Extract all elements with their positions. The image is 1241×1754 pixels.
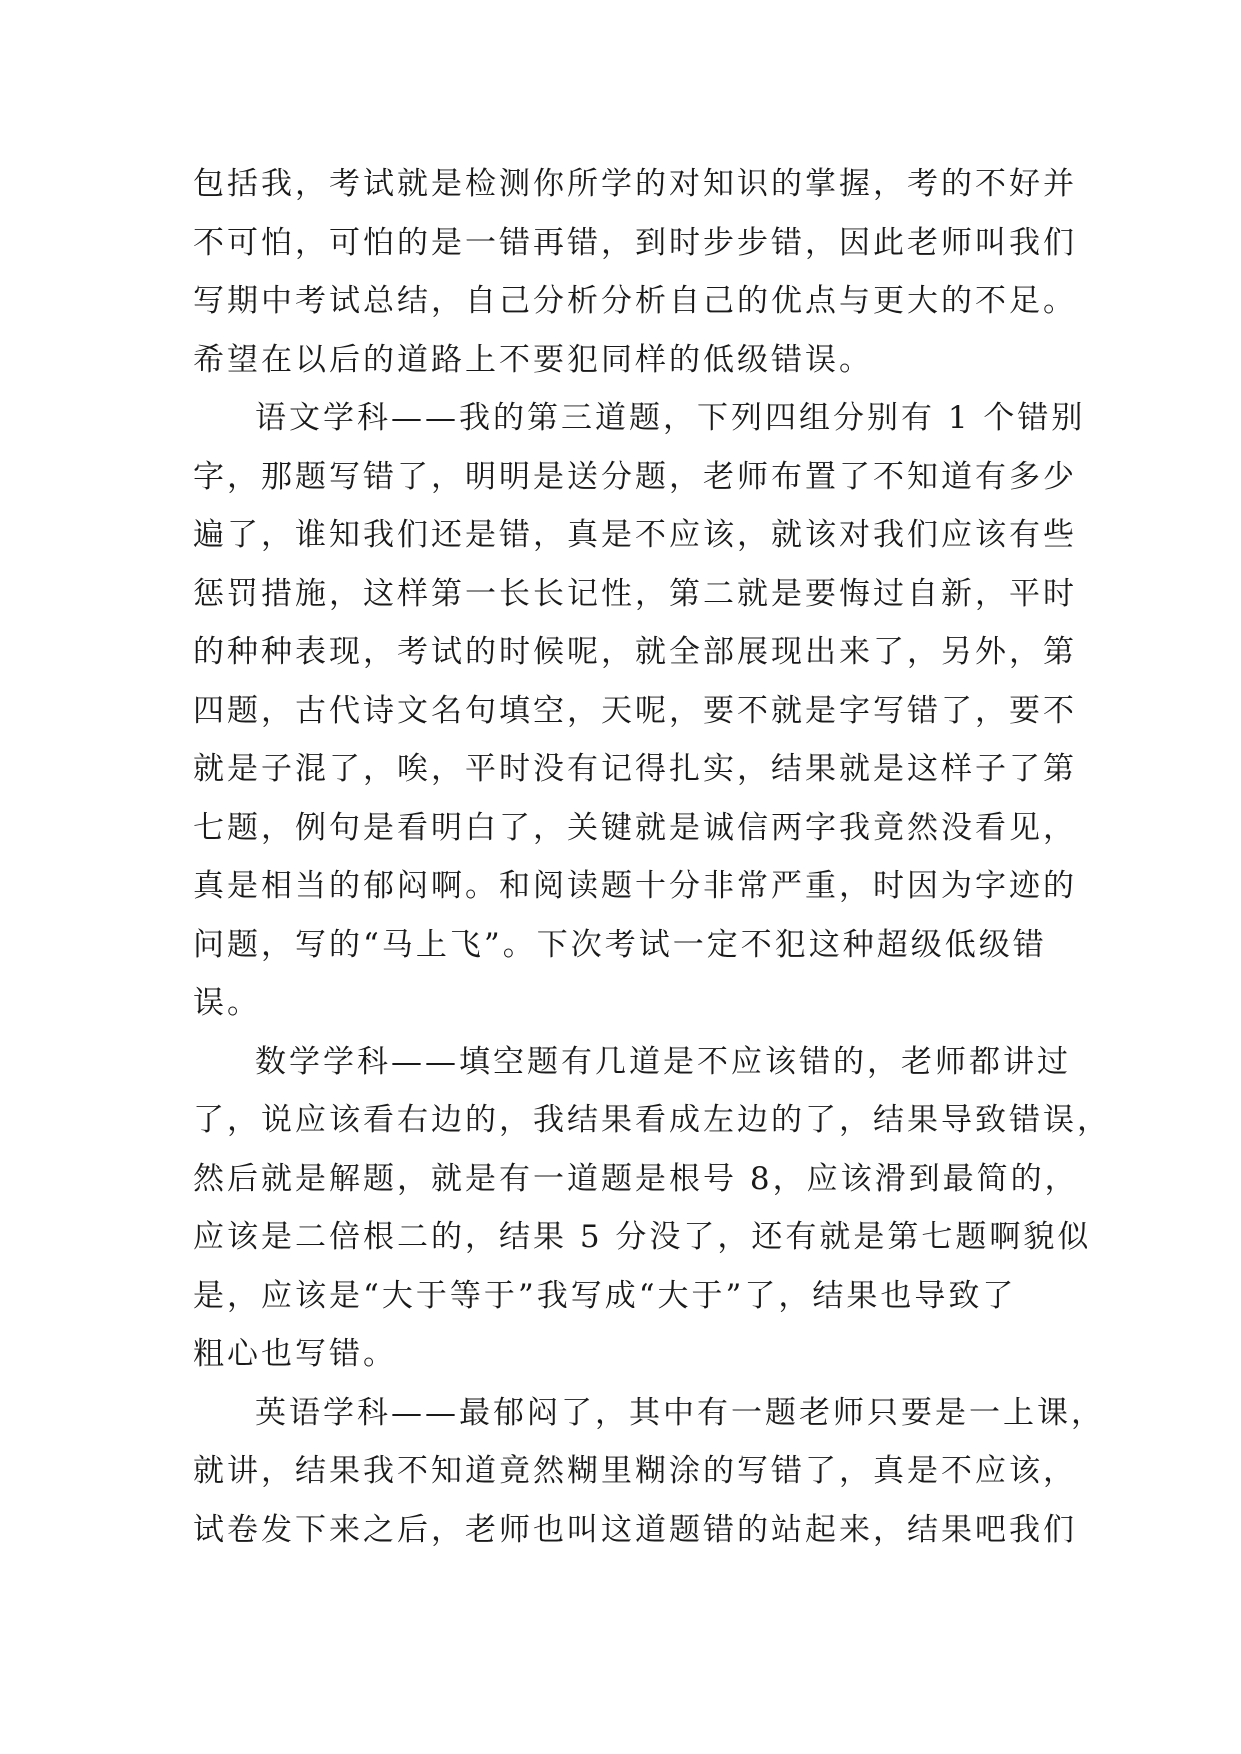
text-line: 不可怕，可怕的是一错再错，到时步步错，因此老师叫我们 — [193, 224, 1077, 261]
text-line: 的种种表现，考试的时候呢，就全部展现出来了，另外，第 — [193, 634, 1077, 670]
paragraph-chinese-subject — [193, 389, 1086, 1033]
paragraph-intro — [193, 155, 1077, 389]
text-line: 四题，古代诗文名句填空，天呢，要不就是字写错了，要不 — [193, 692, 1077, 729]
text-line: 就讲，结果我不知道竟然糊里糊涂的写错了，真是不应该， — [193, 1453, 1077, 1489]
text-line: 误。 — [193, 985, 261, 1021]
text-line: 字，那题写错了，明明是送分题，老师布置了不知道有多少 — [193, 458, 1077, 495]
document-body — [193, 155, 1111, 1559]
text-line: 粗心也写错。 — [193, 1336, 397, 1372]
text-line: 七题，例句是看明白了，关键就是诚信两字我竟然没看见， — [193, 809, 1077, 846]
text-line: 问题，写的“马上飞”。下次考试一定不犯这种超级低级错 — [193, 926, 1047, 963]
text-line: 英语学科——最郁闷了，其中有一题老师只要是一上课， — [255, 1394, 1105, 1431]
text-line: 写期中考试总结，自己分析分析自己的优点与更大的不足。 — [193, 283, 1077, 319]
text-line: 就是子混了，唉，平时没有记得扎实，结果就是这样子了第 — [193, 751, 1077, 787]
paragraph-math-subject — [193, 1033, 1111, 1384]
text-line: 惩罚措施，这样第一长长记性，第二就是要悔过自新，平时 — [193, 575, 1077, 612]
text-line: 然后就是解题，就是有一道题是根号 8，应该滑到最简的， — [193, 1160, 1079, 1197]
text-line: 遍了，谁知我们还是错，真是不应该，就该对我们应该有些 — [193, 517, 1077, 553]
text-line: 数学学科——填空题有几道是不应该错的，老师都讲过 — [255, 1043, 1071, 1080]
text-line: 真是相当的郁闷啊。和阅读题十分非常严重，时因为字迹的 — [193, 868, 1077, 904]
text-line: 希望在以后的道路上不要犯同样的低级错误。 — [193, 341, 873, 378]
paragraph-english-subject — [193, 1384, 1105, 1560]
text-line: 语文学科——我的第三道题，下列四组分别有 1 个错别 — [255, 400, 1086, 436]
text-line: 包括我，考试就是检测你所学的对知识的掌握，考的不好并 — [193, 166, 1077, 202]
text-line: 应该是二倍根二的，结果 5 分没了，还有就是第七题啊貌似 — [193, 1219, 1092, 1255]
text-line: 是，应该是“大于等于”我写成“大于”了，结果也导致了 — [193, 1277, 1017, 1314]
text-line: 了，说应该看右边的，我结果看成左边的了，结果导致错误， — [193, 1102, 1111, 1138]
text-line: 试卷发下来之后，老师也叫这道题错的站起来，结果吧我们 — [193, 1511, 1077, 1548]
